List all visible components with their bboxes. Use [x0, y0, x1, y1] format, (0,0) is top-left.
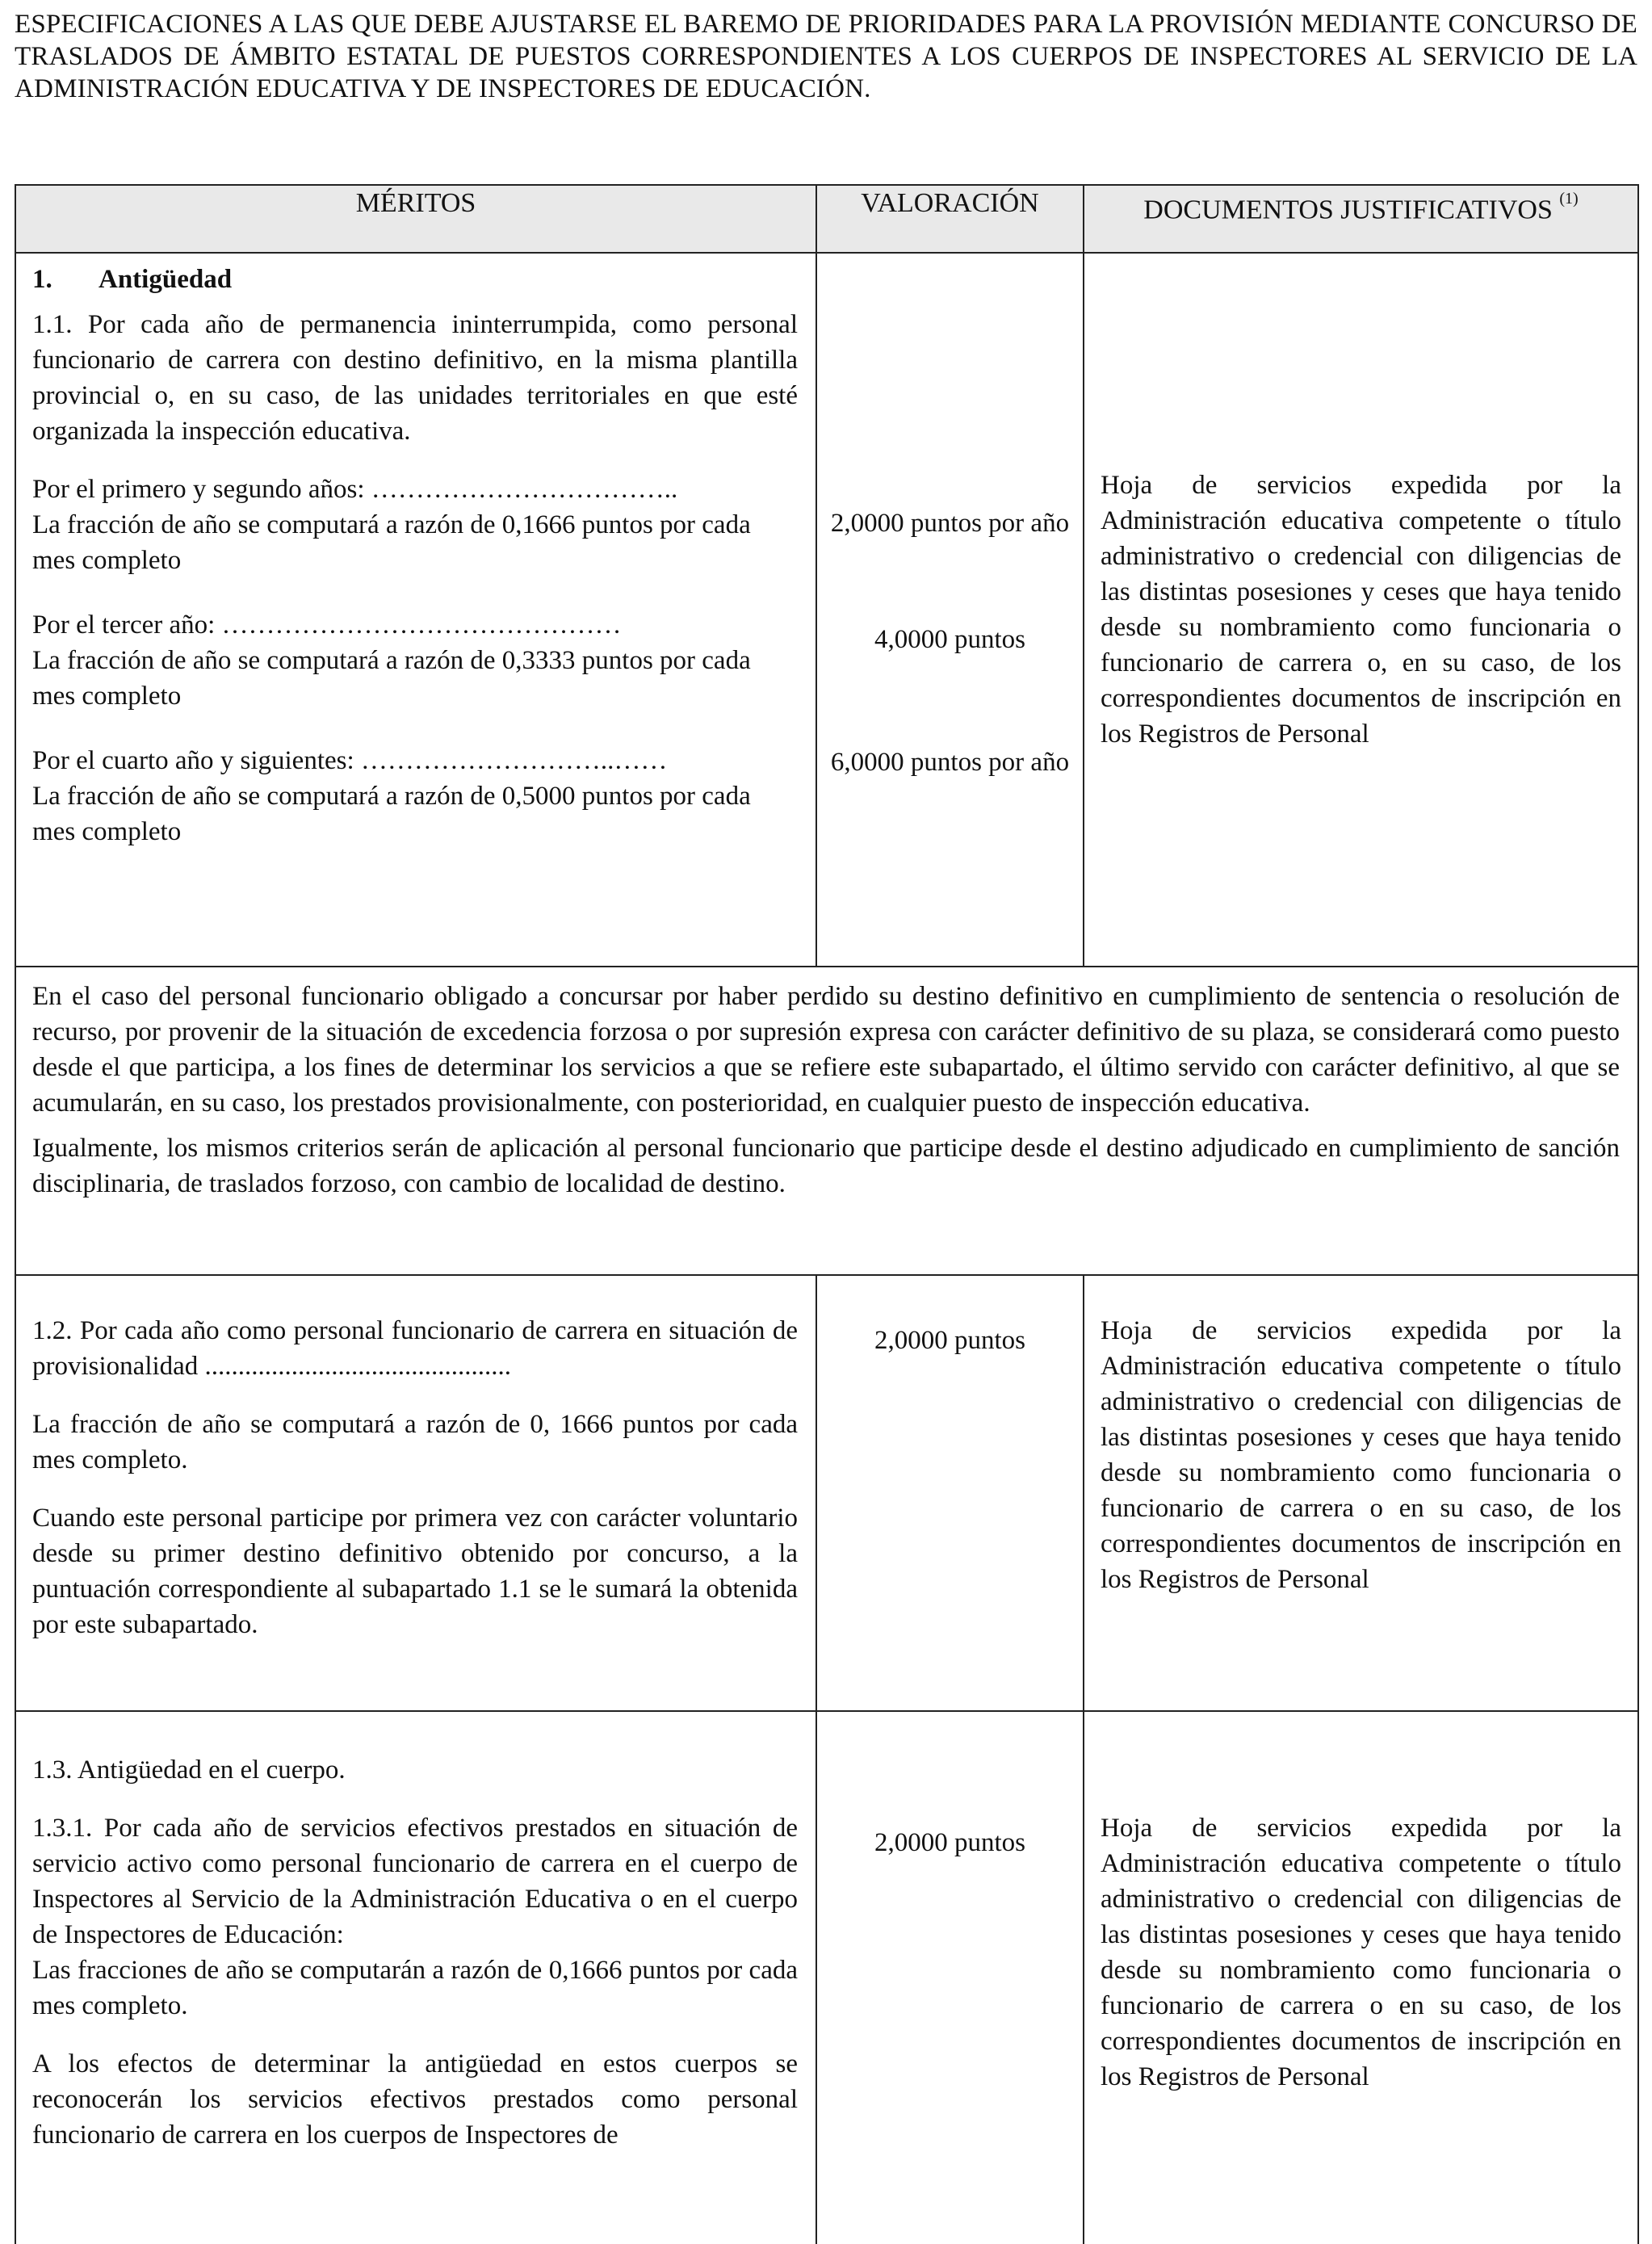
table-row-section-1-3: [15, 1711, 1638, 2244]
merit-cell-1-2: [15, 1275, 816, 1711]
baremo-table: [15, 184, 1639, 2244]
valuation-value: 2,0000 puntos: [874, 1326, 1025, 1355]
valuation-cell-1-2: [816, 1275, 1084, 1711]
merit-fraction: Las fracciones de año se computarán a razón de 0,1666 puntos por cada mes completo.: [32, 1956, 798, 2020]
documents-cell-1-3: [1084, 1711, 1638, 2244]
header-valoracion: VALORACIÓN: [816, 185, 1084, 253]
merit-text: 1.3.1. Por cada año de servicios efectivos prestados en situación de servicio activo como personal funcionario de carrera en el cuerpo de Inspectores al Servicio de la Administración Educativa o en el cuerpo de Inspectores de Educación:: [32, 1814, 798, 1949]
table-header-row: [15, 185, 1638, 253]
valuation-cell-1-1: [816, 253, 1084, 967]
note-paragraph-2: Igualmente, los mismos criterios serán de aplicación al personal funcionario que participe desde el destino adjudicado en cumplimiento de sanción disciplinaria, de traslados forzoso, con cambio de localidad de destino.: [32, 1134, 1620, 1198]
documents-cell-1-1: [1084, 253, 1638, 967]
merit-item-fraction: La fracción de año se computará a razón de 0,3333 puntos por cada mes completo: [32, 646, 751, 711]
table-row-note: [15, 967, 1638, 1275]
valuation-value: 6,0000 puntos por año: [830, 748, 1070, 777]
merit-subheading: 1.3. Antigüedad en el cuerpo.: [32, 1755, 346, 1785]
valuation-value: 4,0000 puntos: [874, 625, 1025, 654]
merit-text: 1.2. Por cada año como personal funcionario de carrera en situación de provisionalidad ..............................................: [32, 1316, 798, 1381]
merit-fraction: La fracción de año se computará a razón de 0, 1666 puntos por cada mes completo.: [32, 1410, 798, 1474]
merit-item-label: Por el tercer año: ………………………………………: [32, 610, 622, 640]
merit-text: 1.1. Por cada año de permanencia ininterrumpida, como personal funcionario de carrera con destino definitivo, en la misma plantilla provincial o, en su caso, de las unidades territoriales en que esté organizada la inspección educativa.: [32, 310, 798, 446]
valuation-value: 2,0000 puntos por año: [830, 509, 1070, 538]
documents-text: Hoja de servicios expedida por la Administración educativa competente o título administrativo o credencial con diligencias de las distintas posesiones y ceses que haya tenido desde su nombramiento como funcionaria o funcionario de carrera o en su caso, de los correspondientes documentos de inscripción en los Registros de Personal: [1101, 1814, 1621, 2091]
valuation-cell-1-3: [816, 1711, 1084, 2244]
merit-cell-1-1: [15, 253, 816, 967]
section-heading: 1. Antigüedad: [32, 265, 233, 294]
merit-extra: Cuando este personal participe por primera vez con carácter voluntario desde su primer destino definitivo obtenido por concurso, a la puntuación correspondiente al subapartado 1.1 se le sumará la obtenida por este subapartado.: [32, 1504, 798, 1639]
documents-text: Hoja de servicios expedida por la Administración educativa competente o título administrativo o credencial con diligencias de las distintas posesiones y ceses que haya tenido desde su nombramiento como funcionaria o funcionario de carrera o, en su caso, de los correspondientes documentos de inscripción en los Registros de Personal: [1101, 471, 1621, 749]
note-cell: [15, 967, 1638, 1275]
merit-item-fraction: La fracción de año se computará a razón de 0,5000 puntos por cada mes completo: [32, 782, 751, 846]
merit-extra: A los efectos de determinar la antigüedad en estos cuerpos se reconocerán los servicios efectivos prestados como personal funcionario de carrera en los cuerpos de Inspectores de: [32, 2049, 798, 2150]
table-row-section-1-1: [15, 253, 1638, 967]
footnote-marker: (1): [1559, 190, 1579, 208]
merit-item-label: Por el primero y segundo años: ……………………………..: [32, 475, 678, 504]
table-row-section-1-2: [15, 1275, 1638, 1711]
note-paragraph-1: En el caso del personal funcionario obligado a concursar por haber perdido su destino definitivo en cumplimiento de sentencia o resolución de recurso, por provenir de la situación de excedencia forzosa o por supresión expresa con carácter definitivo de su plaza, se considerará como puesto desde el que participa, a los fines de determinar los servicios a que se refiere este subapartado, el último servido con carácter definitivo, al que se acumularán, en su caso, los prestados provisionalmente, con posterioridad, en cualquier puesto de inspección educativa.: [32, 982, 1620, 1118]
header-meritos: MÉRITOS: [15, 185, 816, 253]
documents-cell-1-2: [1084, 1275, 1638, 1711]
merit-item-label: Por el cuarto año y siguientes: ………………………..……: [32, 746, 668, 775]
documents-text: Hoja de servicios expedida por la Administración educativa competente o título administrativo o credencial con diligencias de las distintas posesiones y ceses que haya tenido desde su nombramiento como funcionaria o funcionario de carrera o en su caso, de los correspondientes documentos de inscripción en los Registros de Personal: [1101, 1316, 1621, 1594]
merit-item-fraction: La fracción de año se computará a razón de 0,1666 puntos por cada mes completo: [32, 510, 751, 575]
header-documentos: DOCUMENTOS JUSTIFICATIVOS $^{(1)}$: [1084, 185, 1638, 253]
merit-cell-1-3: [15, 1711, 816, 2244]
document-title: ESPECIFICACIONES A LAS QUE DEBE AJUSTARSE EL BAREMO DE PRIORIDADES PARA LA PROVISIÓN MEDIANTE CONCURSO DE TRASLADOS DE ÁMBITO ESTATAL DE PUESTOS CORRESPONDIENTES A LOS CUERPOS DE INSPECTORES AL SERVICIO DE LA ADMINISTRACIÓN EDUCATIVA Y DE INSPECTORES DE EDUCACIÓN.: [15, 10, 1637, 103]
valuation-value: 2,0000 puntos: [874, 1828, 1025, 1857]
